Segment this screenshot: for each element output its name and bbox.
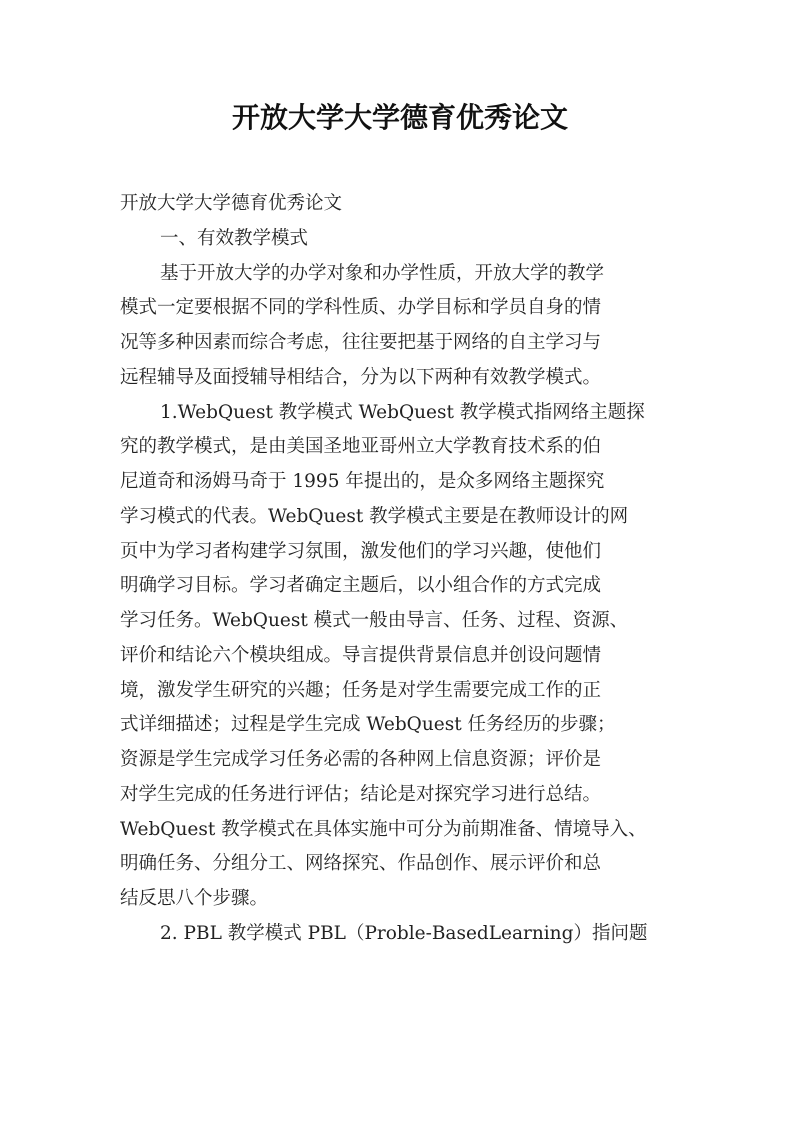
body-line: 境，激发学生研究的兴趣；任务是对学生需要完成工作的正 — [120, 679, 602, 701]
body-line: 明确任务、分组分工、网络探究、作品创作、展示评价和总 — [120, 853, 602, 875]
body-line: 2. PBL 教学模式 PBL（Proble-BasedLearning）指问题 — [160, 922, 648, 944]
body-line: 学习模式的代表。WebQuest 教学模式主要是在教师设计的网 — [120, 505, 629, 527]
body-line: 对学生完成的任务进行评估；结论是对探究学习进行总结。 — [120, 783, 602, 805]
document-body — [120, 187, 700, 952]
body-line: 究的教学模式，是由美国圣地亚哥州立大学教育技术系的伯 — [120, 436, 602, 458]
document-title: 开放大学大学德育优秀论文 — [231, 101, 568, 134]
body-line: 开放大学大学德育优秀论文 — [120, 193, 343, 214]
section-heading: 一、有效教学模式 — [160, 227, 309, 249]
body-line: 评价和结论六个模块组成。导言提供背景信息并创设问题情 — [120, 644, 602, 666]
body-line: 况等多种因素而综合考虑，往往要把基于网络的自主学习与 — [120, 332, 602, 353]
body-line: 远程辅导及面授辅导相结合，分为以下两种有效教学模式。 — [120, 366, 602, 388]
body-line: 基于开放大学的办学对象和办学性质，开放大学的教学 — [160, 262, 605, 284]
body-line: WebQuest 教学模式在具体实施中可分为前期准备、情境导入、 — [120, 818, 647, 840]
body-line: 页中为学习者构建学习氛围，激发他们的学习兴趣，使他们 — [120, 540, 602, 562]
body-line: 式详细描述；过程是学生完成 WebQuest 任务经历的步骤； — [120, 714, 616, 736]
body-line: 资源是学生完成学习任务必需的各种网上信息资源；评价是 — [120, 749, 602, 770]
body-line: 1.WebQuest 教学模式 WebQuest 教学模式指网络主题探 — [160, 401, 645, 423]
body-line: 模式一定要根据不同的学科性质、办学目标和学员自身的情 — [120, 297, 602, 319]
body-line: 结反思八个步骤。 — [120, 888, 269, 909]
body-line: 尼道奇和汤姆马奇于 1995 年提出的，是众多网络主题探究 — [120, 471, 605, 492]
body-line: 明确学习目标。学习者确定主题后，以小组合作的方式完成 — [120, 575, 602, 597]
body-line: 学习任务。WebQuest 模式一般由导言、任务、过程、资源、 — [120, 610, 629, 631]
